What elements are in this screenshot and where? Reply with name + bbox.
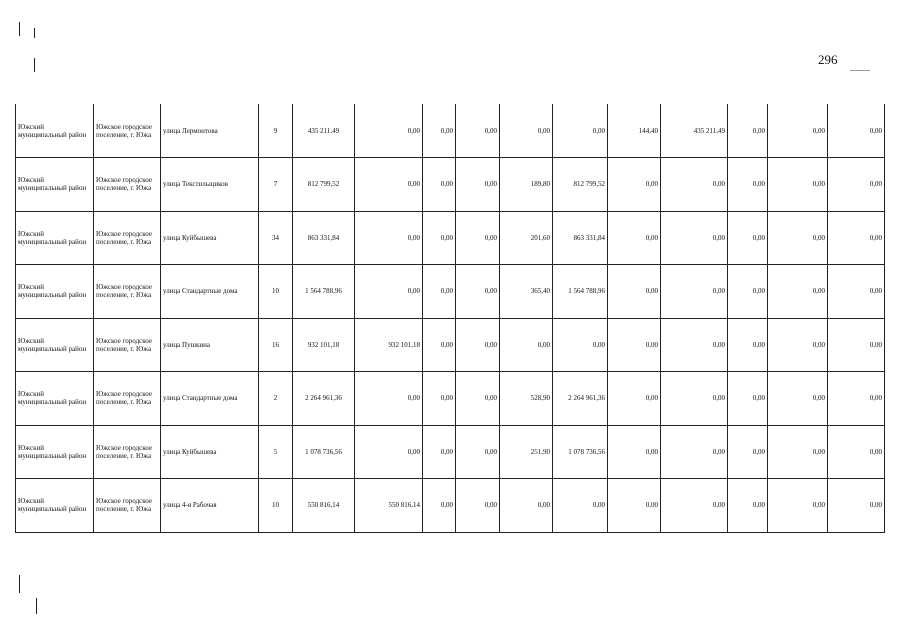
- cell-settlement: Южское городское поселение, г. Южа: [94, 211, 161, 265]
- cell-value: 0,00: [728, 372, 768, 426]
- cell-value: 0,00: [423, 265, 456, 319]
- cell-value: 0,00: [500, 104, 553, 158]
- cell-value: 0,00: [661, 372, 728, 426]
- cell-house: 5: [259, 425, 293, 479]
- cell-value: 528,90: [500, 372, 553, 426]
- scan-mark: [36, 598, 37, 614]
- cell-district: Южский муниципальный район: [16, 265, 94, 319]
- cell-value: 863 331,84: [553, 211, 608, 265]
- cell-value: 0,00: [553, 318, 608, 372]
- table-row: [16, 372, 885, 426]
- cell-settlement: Южское городское поселение, г. Южа: [94, 479, 161, 533]
- cell-value: 0,00: [456, 265, 500, 319]
- cell-house: 2: [259, 372, 293, 426]
- cell-settlement: Южское городское поселение, г. Южа: [94, 318, 161, 372]
- cell-value: 0,00: [423, 158, 456, 212]
- cell-settlement: Южское городское поселение, г. Южа: [94, 265, 161, 319]
- cell-street: улица Стандартные дома: [161, 265, 259, 319]
- cell-value: 550 816,14: [293, 479, 355, 533]
- cell-value: 251,90: [500, 425, 553, 479]
- cell-street: улица Куйбышева: [161, 425, 259, 479]
- cell-value: 0,00: [728, 318, 768, 372]
- page-number: 296: [818, 52, 838, 67]
- cell-street: улица 4-я Рабочая: [161, 479, 259, 533]
- cell-value: 0,00: [661, 425, 728, 479]
- cell-value: 0,00: [608, 158, 661, 212]
- cell-value: 435 211,49: [661, 104, 728, 158]
- cell-settlement: Южское городское поселение, г. Южа: [94, 372, 161, 426]
- cell-value: 0,00: [456, 318, 500, 372]
- cell-value: 144,40: [608, 104, 661, 158]
- cell-settlement: Южское городское поселение, г. Южа: [94, 158, 161, 212]
- cell-value: 0,00: [828, 372, 885, 426]
- cell-value: 0,00: [728, 104, 768, 158]
- cell-value: 0,00: [661, 265, 728, 319]
- cell-value: 201,60: [500, 211, 553, 265]
- cell-value: 0,00: [661, 158, 728, 212]
- cell-value: 0,00: [828, 265, 885, 319]
- cell-value: 0,00: [768, 158, 828, 212]
- cell-value: 0,00: [768, 104, 828, 158]
- cell-street: улица Текстильщиков: [161, 158, 259, 212]
- table-row: [16, 425, 885, 479]
- cell-value: 0,00: [355, 425, 423, 479]
- table-body: [16, 104, 885, 532]
- cell-district: Южский муниципальный район: [16, 158, 94, 212]
- cell-house: 10: [259, 265, 293, 319]
- cell-value: 0,00: [661, 318, 728, 372]
- cell-settlement: Южское городское поселение, г. Южа: [94, 425, 161, 479]
- cell-value: 2 264 961,36: [553, 372, 608, 426]
- cell-value: 932 101,18: [293, 318, 355, 372]
- cell-value: 1 078 736,56: [553, 425, 608, 479]
- cell-value: 0,00: [355, 211, 423, 265]
- cell-value: 2 264 961,36: [293, 372, 355, 426]
- cell-value: 932 101,18: [355, 318, 423, 372]
- cell-house: 16: [259, 318, 293, 372]
- cell-street: улица Пушкина: [161, 318, 259, 372]
- cell-value: 0,00: [423, 425, 456, 479]
- cell-house: 9: [259, 104, 293, 158]
- cell-value: 0,00: [608, 318, 661, 372]
- cell-street: улица Лермонтова: [161, 104, 259, 158]
- cell-value: 0,00: [768, 318, 828, 372]
- cell-value: 0,00: [355, 372, 423, 426]
- data-table: [15, 104, 885, 533]
- cell-value: 0,00: [828, 479, 885, 533]
- scan-dash: [850, 70, 870, 71]
- cell-value: 0,00: [828, 425, 885, 479]
- cell-value: 0,00: [355, 158, 423, 212]
- cell-value: 0,00: [456, 479, 500, 533]
- cell-value: 0,00: [456, 211, 500, 265]
- table-row: [16, 211, 885, 265]
- cell-value: 812 799,52: [293, 158, 355, 212]
- cell-value: 189,80: [500, 158, 553, 212]
- cell-value: 0,00: [423, 104, 456, 158]
- cell-value: 0,00: [500, 318, 553, 372]
- cell-value: 0,00: [768, 211, 828, 265]
- cell-value: 0,00: [456, 425, 500, 479]
- cell-value: 0,00: [423, 479, 456, 533]
- cell-district: Южский муниципальный район: [16, 372, 94, 426]
- table-row: [16, 265, 885, 319]
- cell-value: 1 564 788,96: [553, 265, 608, 319]
- cell-value: 0,00: [608, 425, 661, 479]
- cell-value: 0,00: [828, 318, 885, 372]
- cell-value: 0,00: [423, 318, 456, 372]
- scan-mark: [34, 28, 35, 38]
- table-row: [16, 318, 885, 372]
- cell-value: 812 799,52: [553, 158, 608, 212]
- cell-street: улица Стандартные дома: [161, 372, 259, 426]
- cell-value: 0,00: [608, 265, 661, 319]
- cell-value: 0,00: [768, 479, 828, 533]
- table-row: [16, 479, 885, 533]
- cell-value: 0,00: [661, 211, 728, 265]
- cell-value: 0,00: [456, 372, 500, 426]
- cell-value: 0,00: [553, 479, 608, 533]
- cell-value: 550 816,14: [355, 479, 423, 533]
- cell-value: 0,00: [728, 425, 768, 479]
- cell-value: 0,00: [500, 479, 553, 533]
- cell-district: Южский муниципальный район: [16, 479, 94, 533]
- cell-house: 7: [259, 158, 293, 212]
- cell-value: 0,00: [828, 211, 885, 265]
- cell-value: 0,00: [661, 479, 728, 533]
- cell-settlement: Южское городское поселение, г. Южа: [94, 104, 161, 158]
- scan-mark: [19, 575, 20, 593]
- cell-value: 863 331,84: [293, 211, 355, 265]
- table-row: [16, 158, 885, 212]
- cell-value: 0,00: [553, 104, 608, 158]
- cell-value: 0,00: [423, 372, 456, 426]
- cell-value: 435 211,49: [293, 104, 355, 158]
- cell-value: 0,00: [608, 211, 661, 265]
- cell-value: 0,00: [728, 479, 768, 533]
- cell-value: 0,00: [355, 265, 423, 319]
- cell-value: 1 564 788,96: [293, 265, 355, 319]
- cell-value: 0,00: [828, 104, 885, 158]
- cell-value: 1 078 736,56: [293, 425, 355, 479]
- cell-value: 365,40: [500, 265, 553, 319]
- cell-house: 34: [259, 211, 293, 265]
- cell-value: 0,00: [456, 104, 500, 158]
- cell-value: 0,00: [608, 372, 661, 426]
- cell-value: 0,00: [355, 104, 423, 158]
- cell-district: Южский муниципальный район: [16, 211, 94, 265]
- scan-mark: [19, 22, 20, 36]
- table-row: [16, 104, 885, 158]
- scan-mark: [34, 58, 35, 72]
- cell-district: Южский муниципальный район: [16, 425, 94, 479]
- cell-district: Южский муниципальный район: [16, 318, 94, 372]
- cell-value: 0,00: [728, 158, 768, 212]
- cell-house: 10: [259, 479, 293, 533]
- cell-value: 0,00: [423, 211, 456, 265]
- cell-value: 0,00: [728, 211, 768, 265]
- cell-value: 0,00: [828, 158, 885, 212]
- cell-value: 0,00: [608, 479, 661, 533]
- cell-value: 0,00: [728, 265, 768, 319]
- cell-value: 0,00: [768, 425, 828, 479]
- cell-value: 0,00: [768, 265, 828, 319]
- cell-value: 0,00: [768, 372, 828, 426]
- cell-street: улица Куйбышева: [161, 211, 259, 265]
- cell-district: Южский муниципальный район: [16, 104, 94, 158]
- cell-value: 0,00: [456, 158, 500, 212]
